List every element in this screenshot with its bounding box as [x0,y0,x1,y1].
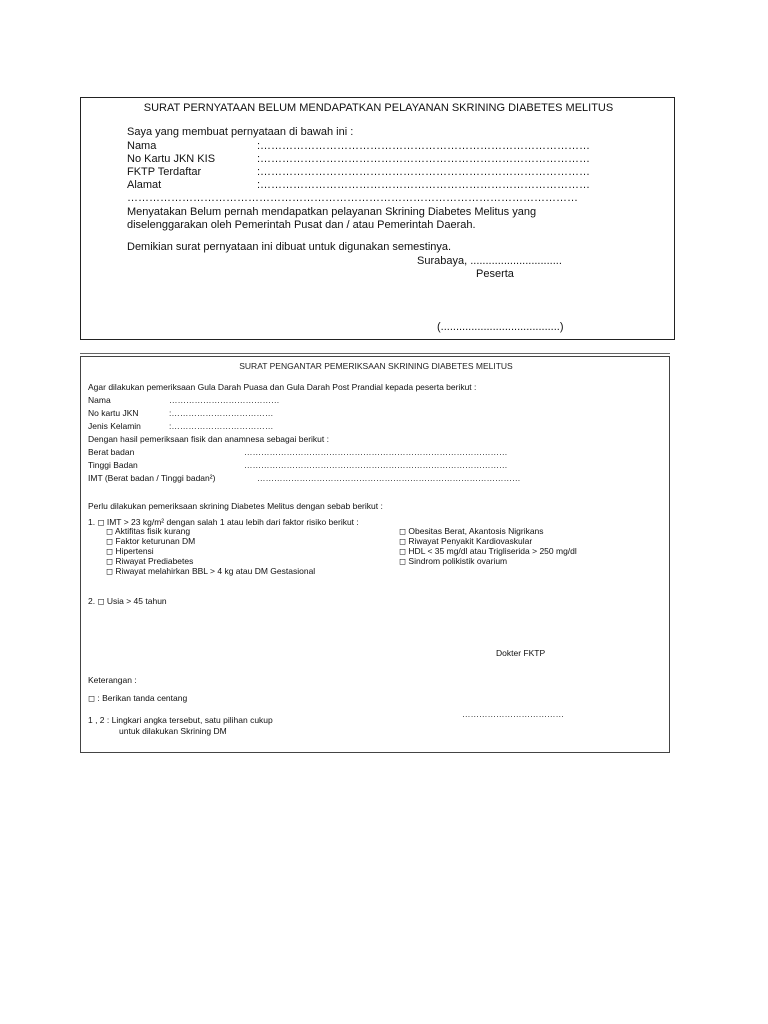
height-label: Tinggi Badan [88,460,138,470]
note-checkbox: ◻ : Berikan tanda centang [88,693,188,703]
risk-item[interactable]: ◻ Riwayat Prediabetes [106,556,194,566]
statement-line-2: diselenggarakan oleh Pemerintah Pusat dan / atau Pemerintah Daerah. [127,219,476,231]
place-date[interactable]: Surabaya, .............................. [417,255,562,267]
ref-name-label: Nama [88,395,111,405]
referral-title: SURAT PENGANTAR PEMERIKSAAN SKRINING DIABETES MELITUS [239,361,513,371]
bmi-label: IMT (Berat badan / Tinggi badan²) [88,473,216,483]
doctor-signature-line[interactable]: ……………………………… [462,709,564,719]
referral-form [80,356,670,753]
signature-line[interactable]: (.......................................) [437,321,564,333]
form-divider [80,353,670,354]
criteria-intro: Perlu dilakukan pemeriksaan skrining Diabetes Melitus dengan sebab berikut : [88,501,383,511]
statement-line-1: Menyatakan Belum pernah mendapatkan pelayanan Skrining Diabetes Melitus yang [127,206,537,218]
risk-factors-right [399,526,577,566]
risk-item[interactable]: ◻ Faktor keturunan DM [106,536,196,546]
ref-gender-label: Jenis Kelamin [88,421,141,431]
risk-item[interactable]: ◻ Riwayat melahirkan BBL > 4 kg atau DM Gestasional [106,566,316,576]
risk-item[interactable]: ◻ Obesitas Berat, Akantosis Nigrikans [399,526,544,536]
weight-label: Berat badan [88,447,135,457]
field-address-value[interactable]: :……………………………………………………………………………… [257,179,591,191]
weight-value[interactable]: ………………………………………………………………………………… [244,447,508,457]
field-address-label: Alamat [127,179,162,191]
address-continuation[interactable]: …………………………………………………………………………………………………………… [127,192,578,204]
ref-card-value[interactable]: :……………………………… [169,408,274,418]
statement-form [80,97,675,340]
height-value[interactable]: ………………………………………………………………………………… [244,460,508,470]
criterion-age[interactable]: 2. ◻ Usia > 45 tahun [88,596,167,606]
risk-item[interactable]: ◻ Sindrom polikistik ovarium [399,556,508,566]
field-card-value[interactable]: :……………………………………………………………………………… [257,153,591,165]
field-fktp-label: FKTP Terdaftar [127,166,202,178]
note-circle-1: 1 , 2 : Lingkari angka tersebut, satu pilihan cukup [88,715,273,725]
signer-role: Peserta [476,268,514,280]
risk-item[interactable]: ◻ Hipertensi [106,546,154,556]
statement-title: SURAT PERNYATAAN BELUM MENDAPATKAN PELAYANAN SKRINING DIABETES MELITUS [143,102,614,114]
ref-gender-value[interactable]: :……………………………… [169,421,274,431]
note-circle-2: untuk dilakukan Skrining DM [119,726,227,736]
risk-item[interactable]: ◻ Riwayat Penyakit Kardiovaskular [399,536,533,546]
referral-intro: Agar dilakukan pemeriksaan Gula Darah Puasa dan Gula Darah Post Prandial kepada peserta berikut : [88,382,477,392]
statement-intro: Saya yang membuat pernyataan di bawah ini : [127,126,354,138]
field-name-label: Nama [127,140,157,152]
closing-text: Demikian surat pernyataan ini dibuat untuk digunakan semestinya. [127,241,452,253]
criterion-bmi[interactable]: 1. ◻ IMT > 23 kg/m² dengan salah 1 atau lebih dari faktor risiko berikut : [88,517,359,527]
ref-name-value[interactable]: ………………………………… [169,395,280,405]
bmi-value[interactable]: ………………………………………………………………………………… [257,473,521,483]
field-fktp-value[interactable]: :……………………………………………………………………………… [257,166,591,178]
risk-item[interactable]: ◻ Aktifitas fisik kurang [106,526,191,536]
notes-title: Keterangan : [88,675,137,685]
risk-item[interactable]: ◻ HDL < 35 mg/dl atau Trigliserida > 250 mg/dl [399,546,577,556]
doctor-role: Dokter FKTP [496,648,546,658]
field-name-value[interactable]: :……………………………………………………………………………… [257,140,591,152]
exam-intro: Dengan hasil pemeriksaan fisik dan anamnesa sebagai berikut : [88,434,329,444]
risk-factors-left [106,526,315,576]
ref-card-label: No kartu JKN [88,408,139,418]
field-card-label: No Kartu JKN KIS [127,153,216,165]
